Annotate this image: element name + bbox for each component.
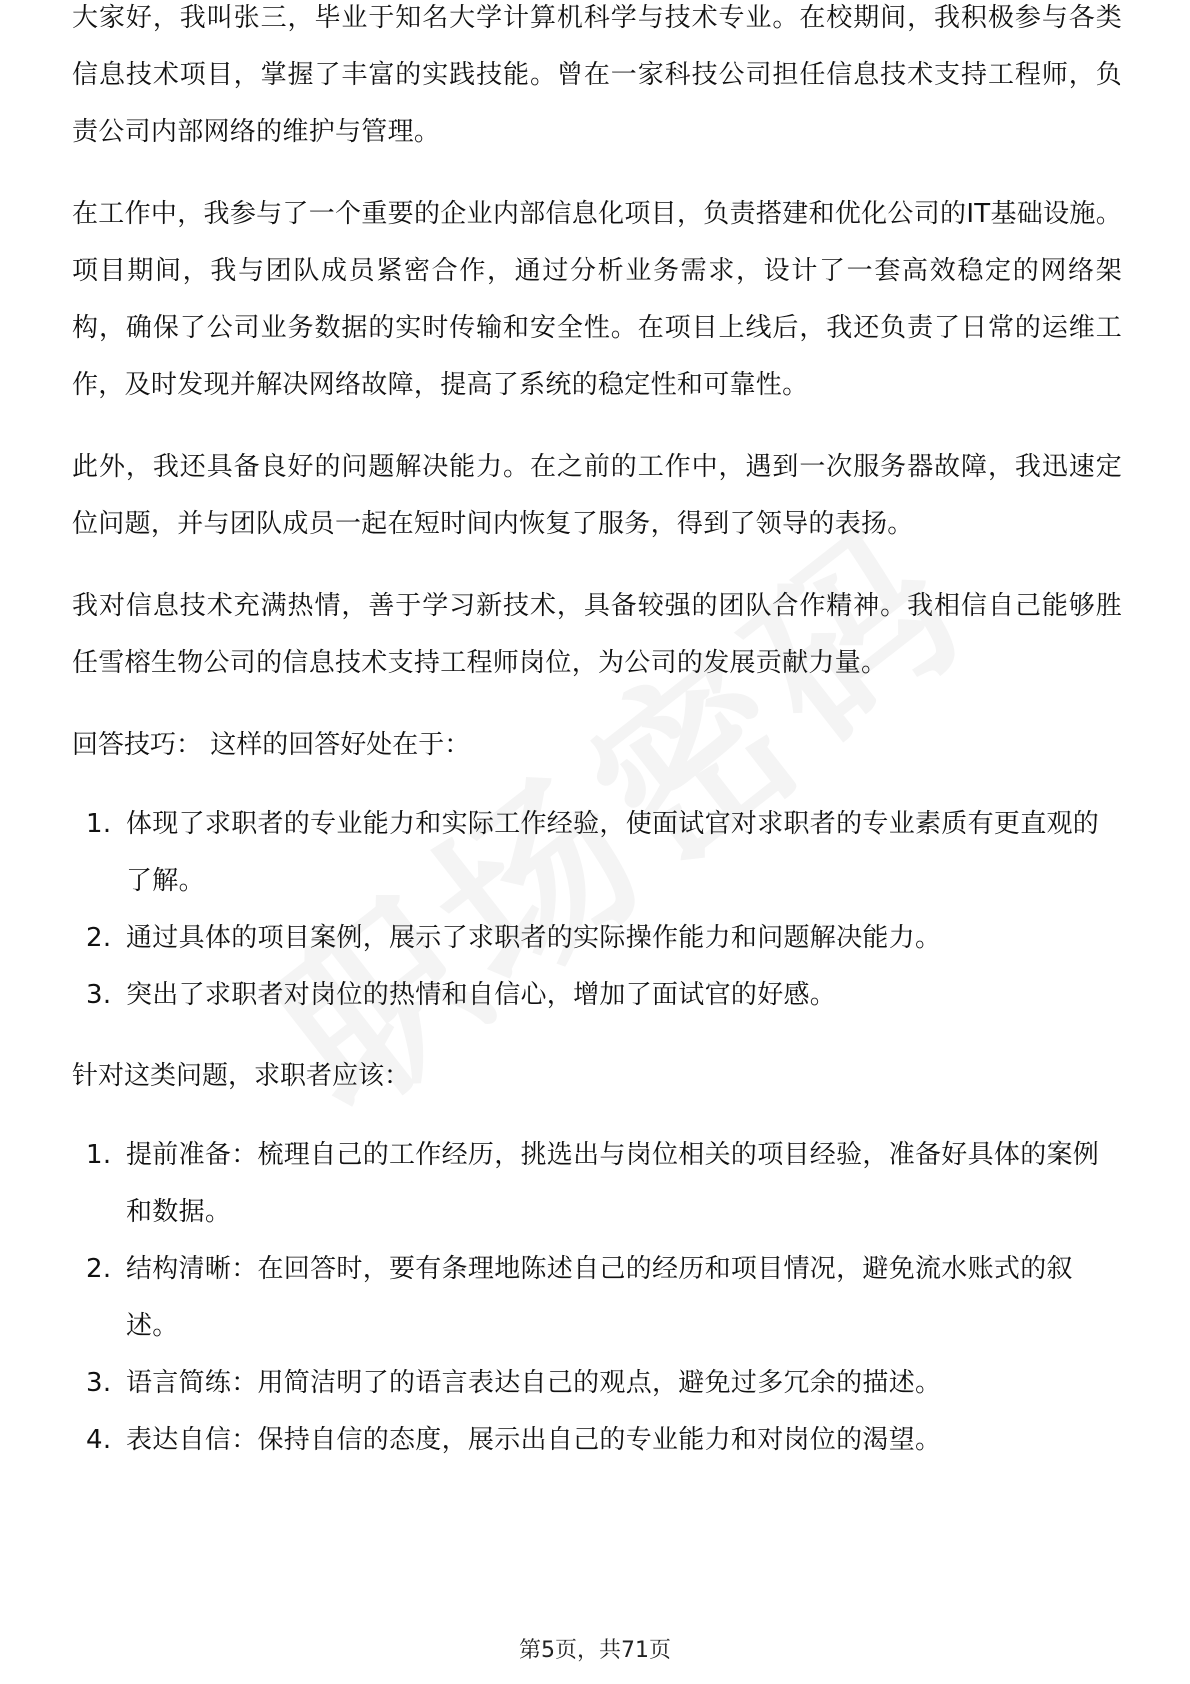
list-item-number: 2. bbox=[86, 923, 112, 953]
list-item-number: 3. bbox=[86, 1368, 112, 1398]
list-item bbox=[72, 1412, 1122, 1469]
list-item-text: 表达自信：保持自信的态度，展示出自己的专业能力和对岗位的渴望。 bbox=[126, 1425, 942, 1455]
list-item-text: 体现了求职者的专业能力和实际工作经验，使面试官对求职者的专业素质有更直观的了解。 bbox=[126, 809, 1100, 896]
list-item bbox=[72, 967, 1122, 1024]
list-item-number: 1. bbox=[86, 1140, 112, 1170]
list-item-number: 4. bbox=[86, 1425, 112, 1455]
page-number: 第5页，共71页 bbox=[519, 1638, 671, 1663]
list-item-text: 提前准备：梳理自己的工作经历，挑选出与岗位相关的项目经验，准备好具体的案例和数据。 bbox=[126, 1140, 1100, 1227]
paragraph-project: 在工作中，我参与了一个重要的企业内部信息化项目，负责搭建和优化公司的IT基础设施。项目期间，我与团队成员紧密合作，通过分析业务需求，设计了一套高效稳定的网络架构，确保了公司业务数据的实时传输和安全性。在项目上线后，我还负责了日常的运维工作，及时发现并解决网络故障，提高了系统的稳定性和可靠性。 bbox=[72, 199, 1122, 400]
paragraph-enthusiasm: 我对信息技术充满热情，善于学习新技术，具备较强的团队合作精神。我相信自己能够胜任雪榕生物公司的信息技术支持工程师岗位，为公司的发展贡献力量。 bbox=[72, 591, 1122, 678]
advice-heading: 针对这类问题，求职者应该： bbox=[72, 1061, 411, 1091]
list-item bbox=[72, 796, 1122, 910]
list-item bbox=[72, 1241, 1122, 1355]
paragraph-intro: 大家好，我叫张三，毕业于知名大学计算机科学与技术专业。在校期间，我积极参与各类信息技术项目，掌握了丰富的实践技能。曾在一家科技公司担任信息技术支持工程师，负责公司内部网络的维护与管理。 bbox=[72, 3, 1122, 147]
list-item bbox=[72, 1127, 1122, 1241]
list-item bbox=[72, 910, 1122, 967]
list-item-text: 通过具体的项目案例，展示了求职者的实际操作能力和问题解决能力。 bbox=[126, 923, 942, 953]
list-item-number: 2. bbox=[86, 1254, 112, 1284]
tips-list bbox=[72, 796, 1122, 1024]
advice-list bbox=[72, 1127, 1122, 1469]
list-item-number: 1. bbox=[86, 809, 112, 839]
tips-heading: 回答技巧： 这样的回答好处在于： bbox=[72, 730, 471, 760]
page-content bbox=[72, 3, 1122, 1493]
paragraph-problem-solving: 此外，我还具备良好的问题解决能力。在之前的工作中，遇到一次服务器故障，我迅速定位问题，并与团队成员一起在短时间内恢复了服务，得到了领导的表扬。 bbox=[72, 452, 1122, 539]
list-item-text: 突出了求职者对岗位的热情和自信心，增加了面试官的好感。 bbox=[126, 980, 837, 1010]
list-item-number: 3. bbox=[86, 980, 112, 1010]
list-item-text: 语言简练：用简洁明了的语言表达自己的观点，避免过多冗余的描述。 bbox=[126, 1368, 942, 1398]
list-item-text: 结构清晰：在回答时，要有条理地陈述自己的经历和项目情况，避免流水账式的叙述。 bbox=[126, 1254, 1073, 1341]
list-item bbox=[72, 1355, 1122, 1412]
